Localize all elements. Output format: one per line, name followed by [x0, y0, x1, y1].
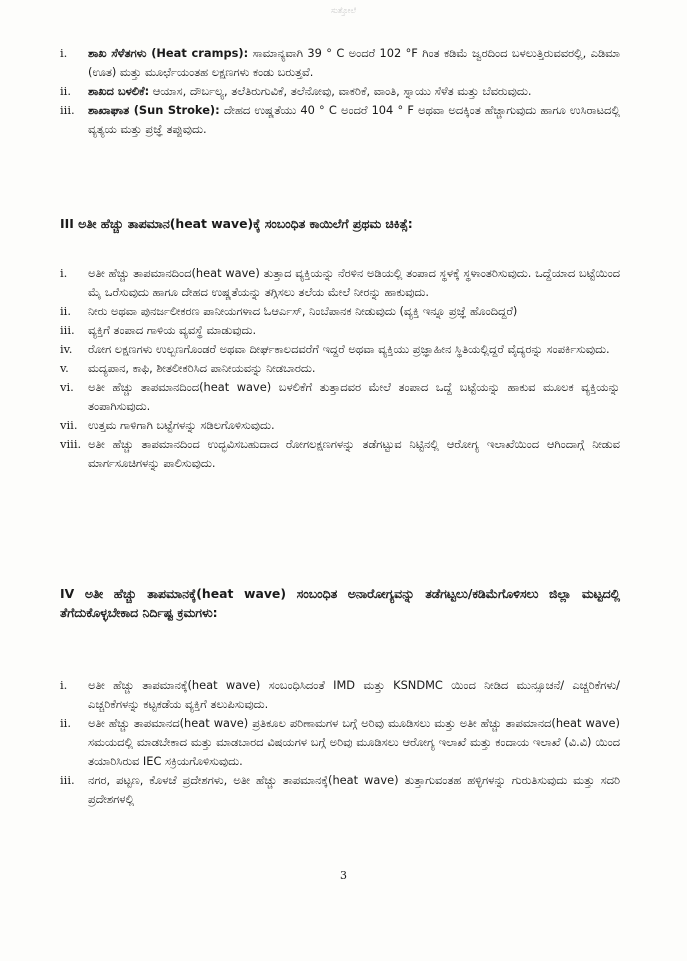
list-item [60, 44, 620, 82]
list-item-text: ಮದ್ಯಪಾನ, ಕಾಫಿ, ಶೀತಲೀಕರಿಸಿದ ಪಾನೀಯವನ್ನು ನೀಡಬಾರದು. [88, 361, 316, 375]
list-item-text: ಅತೀ ಹೆಚ್ಚು ತಾಪಮಾನದಿಂದ ಉದ್ಭವಿಸಬಹುದಾದ ರೋಗಲಕ್ಷಣಗಳನ್ನು ತಡೆಗಟ್ಟುವ ನಿಟ್ಟಿನಲ್ಲಿ ಆರೋಗ್ಯ ಇಲಾಖೆಯಿಂದ ಆಗಿಂದಾಗ್ಗೆ ನೀಡುವ ಮಾರ್ಗಸೂಚಿಗಳನ್ನು ಪಾಲಿಸುವುದು. [88, 437, 620, 470]
faint-header-text: ಸುತ್ತೋಲೆ [331, 6, 356, 15]
list-marker: vii. [60, 418, 78, 432]
list-marker: iii. [60, 323, 75, 337]
list-item [60, 435, 620, 473]
list-marker: iii. [60, 103, 75, 117]
list-marker: i. [60, 46, 68, 60]
list-item-text: ಅತೀ ಹೆಚ್ಚು ತಾಪಮಾನದಿಂದ(heat wave) ತುತ್ತಾದ ವ್ಯಕ್ತಿಯನ್ನು ನೆರಳಿನ ಅಡಿಯಲ್ಲಿ ತಂಪಾದ ಸ್ಥಳಕ್ಕೆ ಸ್ಥಳಾಂತರಿಸುವುದು. ಒದ್ದೆಯಾದ ಬಟ್ಟೆಯಿಂದ ಮೈ ಒರೆಸುವುದು ಹಾಗೂ ದೇಹದ ಉಷ್ಣತೆಯನ್ನು ತಗ್ಗಿಸಲು ತಲೆಯ ಮೇಲೆ ನೀರನ್ನು ಹಾಕುವುದು. [88, 266, 620, 299]
list-item [60, 416, 620, 435]
list-marker: ii. [60, 716, 72, 730]
list-item [60, 340, 620, 359]
list-marker: iii. [60, 773, 75, 787]
district-measures-list [60, 676, 620, 809]
term-heat-exhaustion: ಶಾಖದ ಬಳಲಿಕೆ: [88, 84, 150, 98]
list-item-text: ನಗರ, ಪಟ್ಟಣ, ಕೊಳಚೆ ಪ್ರದೇಶಗಳು, ಅತೀ ಹೆಚ್ಚು ತಾಪಮಾನಕ್ಕೆ(heat wave) ತುತ್ತಾಗುವಂತಹ ಹಳ್ಳಿಗಳನ್ನು ಗುರುತಿಸುವುದು ಮತ್ತು ಸದರಿ ಪ್ರದೇಶಗಳಲ್ಲಿ [88, 773, 620, 806]
list-item [60, 714, 620, 771]
definition: ಸಾಮಾನ್ಯವಾಗಿ 39 ° C ಅಂದರೆ 102 °F ಗಿಂತ ಕಡಿಮೆ ಜ್ವರದಿಂದ ಬಳಲುತ್ತಿರುವವರಲ್ಲಿ, ಎಡಿಮಾ (ಊತ) ಮತ್ತು ಮೂರ್ಛೆಯಂತಹ ಲಕ್ಷಣಗಳು ಕಂಡು ಬರುತ್ತವೆ. [88, 46, 620, 79]
list-marker: vi. [60, 380, 74, 394]
list-item [60, 101, 620, 139]
first-aid-list [60, 264, 620, 473]
section-heading-iv: IV ಅತೀ ಹೆಚ್ಚು ತಾಪಮಾನಕ್ಕೆ(heat wave) ಸಂಬಂಧಿತ ಅನಾರೋಗ್ಯವನ್ನು ತಡೆಗಟ್ಟಲು/ಕಡಿಮೆಗೊಳಿಸಲು ಜಿಲ್ಲಾ ಮಟ್ಟದಲ್ಲಿ ತೆಗೆದುಕೊಳ್ಳಬೇಕಾದ ನಿರ್ದಿಷ್ಟ ಕ್ರಮಗಳು: [60, 586, 620, 620]
list-item [60, 359, 620, 378]
section-heading-iii: III ಅತೀ ಹೆಚ್ಚು ತಾಪಮಾನ(heat wave)ಕ್ಕೆ ಸಂಬಂಧಿತ ಕಾಯಿಲೆಗೆ ಪ್ರಥಮ ಚಿಕಿತ್ಸೆ: [60, 216, 413, 231]
list-item [60, 302, 620, 321]
definition: ಆಯಾಸ, ದೌರ್ಬಲ್ಯ, ತಲೆತಿರುಗುವಿಕೆ, ತಲೆನೋವು, ವಾಕರಿಕೆ, ವಾಂತಿ, ಸ್ನಾಯು ಸೆಳೆತ ಮತ್ತು ಬೆವರುವುದು. [149, 84, 532, 98]
list-item-text: ವ್ಯಕ್ತಿಗೆ ತಂಪಾದ ಗಾಳಿಯ ವ್ಯವಸ್ಥೆ ಮಾಡುವುದು. [88, 323, 257, 337]
list-marker: iv. [60, 342, 73, 356]
list-item [60, 771, 620, 809]
list-item-text: ಅತೀ ಹೆಚ್ಚು ತಾಪಮಾನದಿಂದ(heat wave) ಬಳಲಿಕೆಗೆ ತುತ್ತಾದವರ ಮೇಲೆ ತಂಪಾದ ಒದ್ದೆ ಬಟ್ಟೆಯನ್ನು ಹಾಕುವ ಮೂಲಕ ವ್ಯಕ್ತಿಯನ್ನು ತಂಪಾಗಿಸುವುದು. [88, 380, 620, 413]
list-marker: ii. [60, 84, 72, 98]
list-item-text [88, 82, 620, 101]
list-item [60, 264, 620, 302]
list-item [60, 321, 620, 340]
list-marker: viii. [60, 437, 82, 451]
list-item-text [88, 44, 620, 82]
list-item [60, 378, 620, 416]
list-item-text [88, 101, 620, 139]
list-item [60, 676, 620, 714]
term-sun-stroke: ಶಾಖಾಘಾತ (Sun Stroke): [88, 103, 220, 117]
list-item-text: ಅತೀ ಹೆಚ್ಚು ತಾಪಮಾನದ(heat wave) ಪ್ರತಿಕೂಲ ಪರಿಣಾಮಗಳ ಬಗ್ಗೆ ಅರಿವು ಮೂಡಿಸಲು ಮತ್ತು ಅತೀ ಹೆಚ್ಚು ತಾಪಮಾನದ(heat wave) ಸಮಯದಲ್ಲಿ ಮಾಡಬೇಕಾದ ಮತ್ತು ಮಾಡಬಾರದ ವಿಷಯಗಳ ಬಗ್ಗೆ ಅರಿವು ಮೂಡಿಸಲು ಆರೋಗ್ಯ ಇಲಾಖೆ ಮತ್ತು ಕಂದಾಯ ಇಲಾಖೆ (ವಿ.ವಿ) ಯಿಂದ ತಯಾರಿಸಿರುವ IEC ಸಕ್ರಿಯಗೊಳಿಸುವುದು. [88, 716, 620, 768]
page-number: 3 [340, 869, 347, 882]
list-item-text: ನೀರು ಅಥವಾ ಪುನರ್ಜಲೀಕರಣ ಪಾನೀಯಗಳಾದ ಓಆರ್ಎಸ್, ನಿಂಬೆಪಾನಕ ನೀಡುವುದು (ವ್ಯಕ್ತಿ ಇನ್ನೂ ಪ್ರಜ್ಞೆ ಹೊಂದಿದ್ದರೆ) [88, 304, 518, 318]
list-marker: v. [60, 361, 69, 375]
list-marker: i. [60, 266, 68, 280]
list-item-text: ರೋಗ ಲಕ್ಷಣಗಳು ಉಲ್ಬಣಗೊಂಡರೆ ಅಥವಾ ದೀರ್ಘಕಾಲದವರೆಗೆ ಇದ್ದರೆ ಅಥವಾ ವ್ಯಕ್ತಿಯು ಪ್ರಜ್ಞಾಹೀನ ಸ್ಥಿತಿಯಲ್ಲಿದ್ದರೆ ವೈದ್ಯರನ್ನು ಸಂಪರ್ಕಿಸುವುದು. [88, 342, 610, 356]
list-item-text: ಉತ್ತಮ ಗಾಳಿಗಾಗಿ ಬಟ್ಟೆಗಳನ್ನು ಸಡಿಲಗೊಳಿಸುವುದು. [88, 418, 275, 432]
term-heat-cramps: ಶಾಖ ಸೆಳೆತಗಳು (Heat cramps): [88, 46, 249, 60]
list-marker: i. [60, 678, 68, 692]
list-item-text: ಅತೀ ಹೆಚ್ಚು ತಾಪಮಾನಕ್ಕೆ(heat wave) ಸಂಬಂಧಿಸಿದಂತೆ IMD ಮತ್ತು KSNDMC ಯಿಂದ ನೀಡಿದ ಮುನ್ಸೂಚನೆ/ ಎಚ್ಚರಿಕೆಗಳು/ಎಚ್ಚರಿಕೆಗಳನ್ನು ಕಟ್ಟಕಡೆಯ ವ್ಯಕ್ತಿಗೆ ತಲುಪಿಸುವುದು. [88, 678, 620, 711]
heat-illness-types-list [60, 44, 620, 139]
list-item [60, 82, 620, 101]
definition: ದೇಹದ ಉಷ್ಣತೆಯು 40 ° C ಅಂದರೆ 104 ° F ಅಥವಾ ಅದಕ್ಕಿಂತ ಹೆಚ್ಚಾಗುವುದು ಹಾಗೂ ಉಸಿರಾಟದಲ್ಲಿ ವ್ಯತ್ಯಯ ಮತ್ತು ಪ್ರಜ್ಞೆ ತಪ್ಪುವುದು. [88, 103, 620, 136]
list-marker: ii. [60, 304, 72, 318]
